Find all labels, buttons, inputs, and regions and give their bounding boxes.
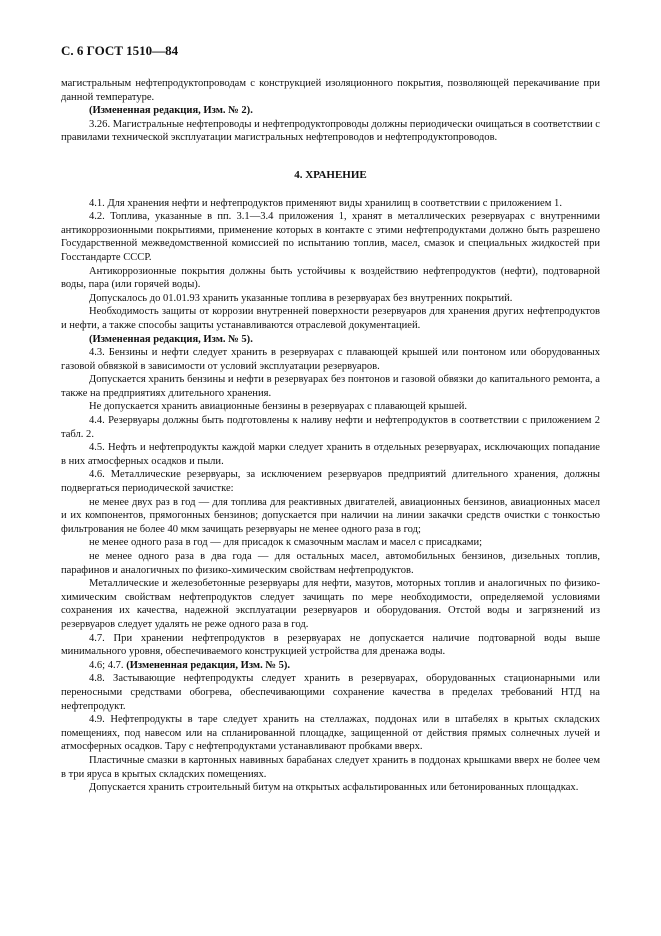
paragraph: (Измененная редакция, Изм. № 2). [89,105,253,117]
paragraph: Антикоррозионные покрытия должны быть устойчивы к воздействию нефтепродуктов (нефти), подтоварной воды, пара (или горячей воды). [61,265,600,291]
paragraph: магистральным нефтепродуктопроводам с конструкцией изоляционного покрытия, позволяющей перекачивание при данной температуре. [61,78,600,103]
paragraph: 4.4. Резервуары должны быть подготовлены к наливу нефти и нефтепродуктов в соответствии с приложением 2 табл. 2. [61,415,600,440]
paragraph: 4.9. Нефтепродукты в таре следует хранить на стеллажах, поддонах или в штабелях в крытых складских помещениях, под навесом или на спланированной площадке, защищенной от действия прямых солнечных лучей и атмосферных осадков. Тару с нефтепродуктами устанавливают пробками вверх. [61,714,600,753]
paragraph: Пластичные смазки в картонных навивных барабанах следует хранить в поддонах крышками вверх не более чем в три яруса в крытых складских помещениях. [61,754,600,780]
paragraph: 4.5. Нефть и нефтепродукты каждой марки следует хранить в отдельных резервуарах, исключающих попадание в них атмосферных осадков и пыли. [61,442,600,467]
section-4-body [61,197,600,795]
paragraph: Допускалось до 01.01.93 хранить указанные топлива в резервуарах без внутренних покрытий. [89,292,513,304]
paragraph: 3.26. Магистральные нефтепроводы и нефтепродуктопроводы должны периодически очищаться в соответствии с правилами технической эксплуатации магистральных нефтепроводов и нефтепродуктопроводов. [61,118,600,144]
paragraph: 4.6. Металлические резервуары, за исключением резервуаров предприятий длительного хранения, должны подвергаться периодической зачистке: [61,469,600,495]
paragraph: Металлические и железобетонные резервуары для нефти, мазутов, моторных топлив и аналогичных по физико-химическим свойствам нефтепродуктов следует зачищать по мере необходимости, определяемой условиями сохранения их качества, надежной эксплуатации резервуаров и оборудования. Отстой воды и загрязнений из резервуаров следует удалять не реже одного раза в год. [61,578,600,630]
paragraph: (Измененная редакция, Изм. № 5). [89,333,253,345]
paragraph: не менее одного раза в год — для присадок к смазочным маслам и масел с присадками; [89,537,483,549]
paragraph: не менее двух раз в год — для топлива для реактивных двигателей, авиационных бензинов, авиационных масел и их компонентов, прямогонных бензинов; допускается при наличии на линии закачки средств очистки с тонкостью фильтрования не более 40 мкм зачищать резервуары не менее одного раза в год; [61,496,600,535]
paragraph: Не допускается хранить авиационные бензины в резервуарах с плавающей крышей. [89,401,468,413]
paragraph: не менее одного раза в два года — для остальных масел, автомобильных бензинов, дизельных топлив, парафинов и аналогичных по физико-химическим свойствам нефтепродуктов. [61,551,600,576]
paragraph: 4.2. Топлива, указанные в пп. 3.1—3.4 приложения 1, хранят в металлических резервуарах с внутренними антикоррозионными покрытиями, применение которых в контакте с этими нефтепродуктами должно быть разрешено Государственной межведомственной комиссией по испытанию топлив, масел, смазок и специальных жидкостей при Госстандарте СССР. [61,211,600,263]
paragraph: 4.1. Для хранения нефти и нефтепродуктов применяют виды хранилищ в соответствии с приложением 1. [89,197,562,209]
page-header: С. 6 ГОСТ 1510—84 [61,43,179,58]
document-body [61,77,600,795]
paragraph: 4.8. Застывающие нефтепродукты следует хранить в резервуарах, оборудованных стационарными или переносными средствами обогрева, обеспечивающими сохранение качества в пределах требований НТД на нефтепродукт. [61,673,600,712]
paragraph: 4.7. При хранении нефтепродуктов в резервуарах не допускается наличие подтоварной воды выше минимального уровня, обеспечиваемого конструкцией устройства для дренажа воды. [61,632,600,658]
paragraph: 4.3. Бензины и нефти следует хранить в резервуарах с плавающей крышей или понтоном или оборудованных газовой обвязкой в зависимости от условий эксплуатации резервуаров. [61,347,600,372]
section-title: 4. ХРАНЕНИЕ [294,168,367,181]
paragraph: Допускается хранить бензины и нефти в резервуарах без понтонов и газовой обвязки до капитального ремонта, а также на предприятиях длительного хранения. [61,374,600,399]
section-3-tail [61,77,600,145]
paragraph: Необходимость защиты от коррозии внутренней поверхности резервуаров для хранения других нефтепродуктов и нефти, а также способы защиты устанавливаются отраслевой документацией. [61,306,600,331]
paragraph: 4.6; 4.7. (Измененная редакция, Изм. № 5). [89,659,291,671]
paragraph: Допускается хранить строительный битум на открытых асфальтированных или бетонированных площадках. [89,782,579,794]
